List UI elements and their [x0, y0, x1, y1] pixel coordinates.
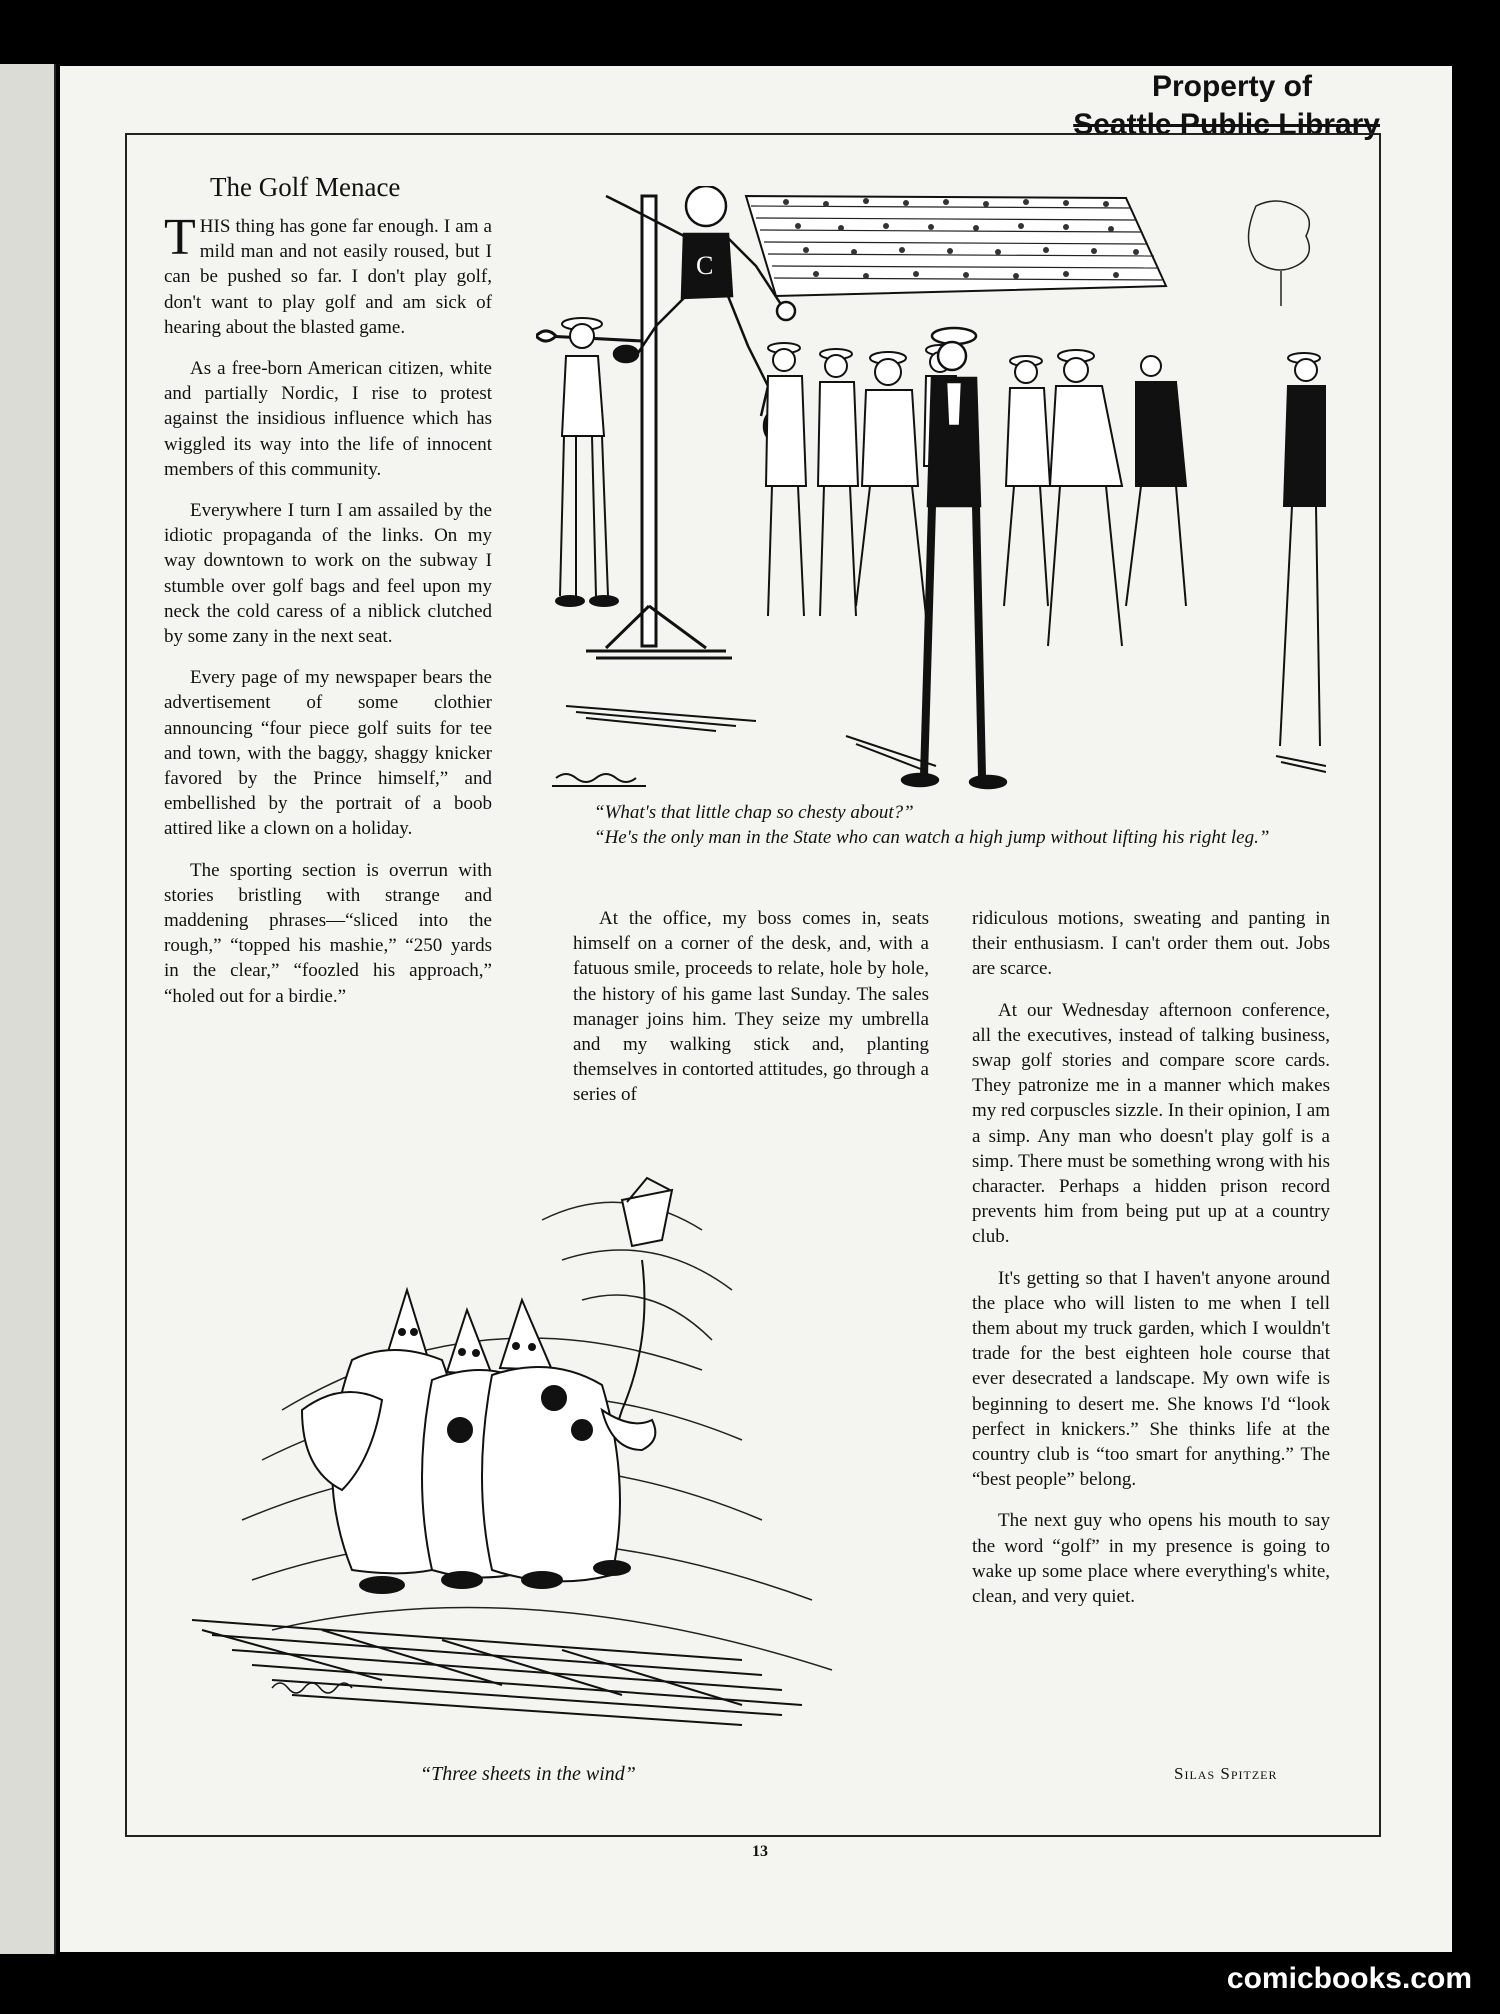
tree	[1249, 201, 1310, 306]
artist-signature-2	[272, 1683, 352, 1693]
grandstand-crowd	[746, 196, 1166, 296]
page-number: 13	[752, 1843, 768, 1860]
adjacent-page-edge	[0, 64, 56, 1954]
paragraph-1-text: HIS thing has gone far enough. I am a mild man and not easily roused, but I can be pushed so far. I don't play golf, don't want to play golf and am sick of hearing about the blasted game.	[164, 216, 492, 338]
paragraph-5: The sporting section is overrun with stories bristling with strange and maddening phrases—“sliced into the rough,” “topped his mashie,” “250 yards in the clear,” “foozled his approach,” “holed out for a birdie.”	[164, 859, 492, 1007]
paragraph-3: Everywhere I turn I am assailed by the idiotic propaganda of the links. On my way downtown to work on the subway I stumble over golf bags and feel upon my neck the cold caress of a niblick clutched by some zany in the next seat.	[164, 500, 492, 648]
paragraph-1	[164, 209, 492, 340]
stamp-line-2: Seattle Public Library	[1073, 108, 1380, 141]
drop-cap: T	[164, 209, 196, 266]
spectator-left	[556, 318, 618, 606]
paragraph-6-continued: ridiculous motions, sweating and panting in their enthusiasm. I can't order them out. Jobs are scarce.	[972, 908, 1330, 980]
chesty-little-man	[902, 328, 1006, 788]
paragraph-2: As a free-born American citizen, white and partially Nordic, I rise to protest against the insidious influence which has wiggled its way into the life of innocent members of this community.	[164, 358, 492, 480]
caption-question: “What's that little chap so chesty about?”	[594, 802, 914, 823]
caption-answer: “He's the only man in the State who can watch a high jump without lifting his right leg.”	[594, 827, 1270, 848]
paragraph-6: At the office, my boss comes in, seats himself on a corner of the desk, and, with a fatuous smile, proceeds to relate, hole by hole, the history of his game last Sunday. The sales manager joins him. They seize my umbrella and my walking stick and, planting themselves in contorted attitudes, go through a series of	[573, 908, 929, 1106]
three-sheets-cartoon	[182, 1160, 922, 1750]
ground-hatching	[566, 706, 1326, 772]
paragraph-9: The next guy who opens his mouth to say the word “golf” in my presence is going to wake up some place where everything's white, clean, and very quiet.	[972, 1510, 1330, 1608]
paragraph-8: It's getting so that I haven't anyone around the place who will listen to me when I tell them about my truck garden, which I wouldn't trade for the best eighteen hole course that ever desecrated a landscape. My own wife is beginning to desert me. She knows I'd “look perfect in knickers.” She thinks life at the country club is “too smart for anything.” The “best people” belong.	[972, 1267, 1330, 1491]
artist-signature-1	[552, 774, 646, 786]
cartoon-1-caption	[562, 800, 1322, 850]
jersey-letter: C	[696, 251, 714, 280]
article-title: The Golf Menace	[210, 172, 401, 202]
hooded-figure-right	[482, 1300, 655, 1588]
paragraph-4: Every page of my newspaper bears the advertisement of some clothier announcing “four piece golf suits for tee and town, with the baggy, shaggy knicker favored by the Prince himself,” and embellished by the portrait of a boob attired like a clown on a holiday.	[164, 667, 492, 840]
article-column-right	[972, 906, 1330, 1625]
high-jump-cartoon	[536, 186, 1326, 796]
site-watermark: comicbooks.com	[1226, 1962, 1472, 1995]
stamp-line-1: Property of	[1151, 70, 1312, 103]
article-column-left	[164, 209, 492, 1025]
spectator-group	[766, 343, 1326, 746]
article-author: Silas Spitzer	[1174, 1764, 1278, 1783]
paragraph-7: At our Wednesday afternoon conference, all the executives, instead of talking business, swap golf stories and compare score cards. They patronize me in a manner which makes my red corpuscles sizzle. In their opinion, I am a simp. Any man who doesn't play golf is a simp. There must be something wrong with his character. Perhaps a hidden prison record prevents him from being put up at a country club.	[972, 999, 1330, 1248]
hooded-figures	[302, 1290, 655, 1593]
cartoon-2-caption: “Three sheets in the wind”	[420, 1763, 636, 1785]
article-column-middle	[573, 906, 929, 1124]
